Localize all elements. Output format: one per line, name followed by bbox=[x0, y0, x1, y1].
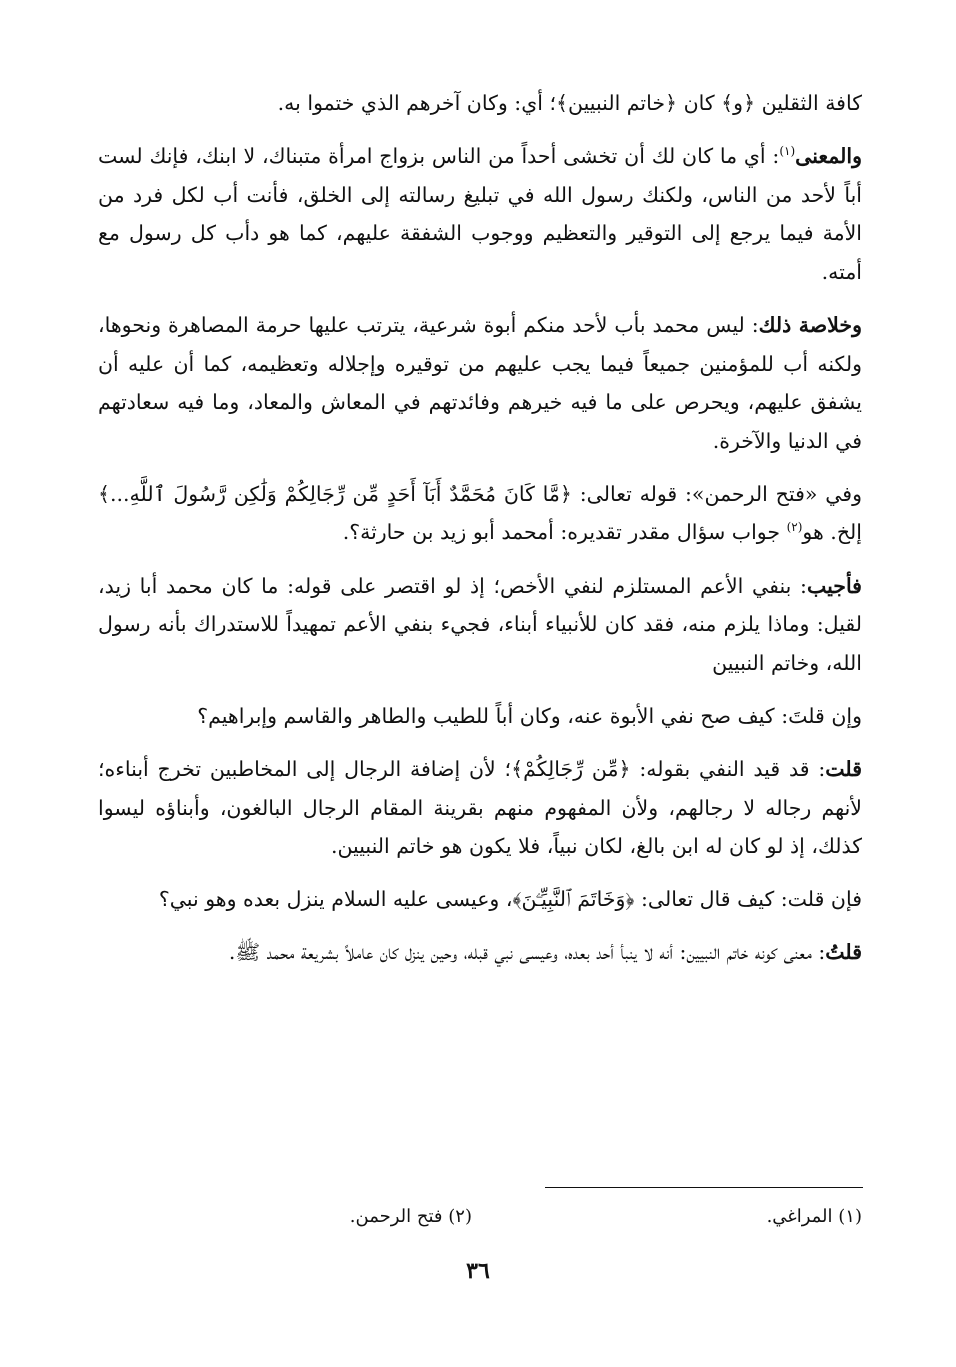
footnote-number: (١) bbox=[838, 1206, 862, 1227]
paragraph-lead: قلت bbox=[825, 756, 862, 781]
paragraph-question-1 bbox=[98, 697, 862, 736]
page-number: ٣٦ bbox=[466, 1258, 490, 1284]
footnote-1 bbox=[767, 1202, 862, 1232]
paragraph-text: كافة الثقلين ﴿و﴾ كان ﴿خاتم النبيين﴾؛ أي: وكان آخرهم الذي ختموا به. bbox=[277, 91, 862, 115]
paragraph-summary bbox=[98, 306, 862, 460]
paragraph-text: جواب سؤال مقدر تقديره: أمحمد أبو زيد بن حارثة؟. bbox=[342, 520, 787, 545]
paragraph-text: : بنفي الأعم المستلزم لنفي الأخص؛ إذ لو اقتصر على قوله: ما كان محمد أبا زيد، لقيل: وماذا يلزم منه، فقد كان للأنبياء أبناء، فجيء بنفي الأعم تمهيداً للاستدراك بأنه رسول الله، وخاتم النبيين bbox=[98, 573, 862, 675]
paragraph-text: فإن قلت: كيف قال تعالى: ﴿وَخَاتَمَ ٱلنَّبِيِّـۧنَ﴾، وعيسى عليه السلام ينزل بعده وهو نبي؟ bbox=[158, 887, 862, 912]
paragraph-meaning bbox=[98, 137, 862, 291]
paragraph-reply-1 bbox=[98, 750, 862, 866]
footnote-separator bbox=[545, 1187, 863, 1188]
paragraph-answer bbox=[98, 567, 862, 683]
paragraph-lead: والمعنى bbox=[795, 144, 862, 169]
paragraph-intro bbox=[98, 84, 862, 123]
paragraph-question-2 bbox=[98, 880, 862, 919]
footnote-ref-2[interactable]: (٢) bbox=[786, 520, 803, 535]
paragraph-text: وإن قلتَ: كيف صح نفي الأبوة عنه، وكان أباً للطيب والطاهر والقاسم وإبراهيم؟ bbox=[197, 703, 862, 728]
paragraph-fath-alrahman bbox=[98, 475, 862, 552]
paragraph-text: : معنى كونه خاتم النبيين: أنه لا ينبأ أحد بعده، وعيسى نبي قبله، وحين ينزل كان عاملاً بشريعة محمد ﷺ. bbox=[228, 940, 826, 965]
paragraph-text-before: وفي «فتح الرحمن»: قوله تعالى: ﴿مَّا كَانَ مُحَمَّدٌ أَبَآ أَحَدٍ مِّن رِّجَالِكُمْ وَلَٰكِن رَّسُولَ ٱللَّهِ...﴾ إلخ. هو bbox=[98, 481, 862, 545]
body-text bbox=[98, 84, 862, 986]
paragraph-text: : قد قيد النفي بقوله: ﴿مِّن رِّجَالِكُمْ﴾؛ لأن إضافة الرجال إلى المخاطبين تخرج أبناءه؛ لأنهم رجاله لا رجالهم، ولأن المفهوم منهم بقرينة المقام الرجال البالغون، وأبناؤه ليسوا كذلك، إذ لو كان له ابن بالغ، لكان نبياً، فلا يكون هو خاتم النبيين. bbox=[98, 756, 862, 859]
paragraph-text: : ليس محمد بأب لأحد منكم أبوة شرعية، يترتب عليها حرمة المصاهرة ونحوها، ولكنه أب للمؤمنين جميعاً فيما يجب عليهم من توقيره وإجلاله وتعظيمه، كما أن عليه أن يشفق عليهم، ويحرص على ما فيه خيرهم وفائدتهم في المعاش والمعاد، وما فيه سعادتهم في الدنيا والآخرة. bbox=[98, 312, 862, 453]
footnote-text: المراغي. bbox=[766, 1206, 833, 1227]
paragraph-lead: قلتُ bbox=[825, 940, 862, 965]
footnote-ref-1[interactable]: (١) bbox=[779, 144, 796, 159]
footnote-text: فتح الرحمن. bbox=[349, 1206, 443, 1227]
paragraph-lead: وخلاصة ذلك bbox=[758, 312, 862, 337]
footnote-number: (٢) bbox=[448, 1206, 472, 1227]
paragraph-reply-2 bbox=[98, 933, 862, 972]
paragraph-text: : أي ما كان لك أن تخشى أحداً من الناس بزواج امرأة متبناك، لا ابنك، فإنك لست أباً لأحد من الناس، ولكنك رسول الله في تبليغ رسالته إلى الخلق، فأنت أب لكل فرد من الأمة فيما يرجع إلى التوقير والتعظيم ووجوب الشفقة عليهم، كما هو دأب كل رسول مع أمته. bbox=[98, 144, 862, 284]
footnote-2 bbox=[350, 1202, 472, 1232]
paragraph-lead: فأجيب bbox=[806, 573, 862, 598]
